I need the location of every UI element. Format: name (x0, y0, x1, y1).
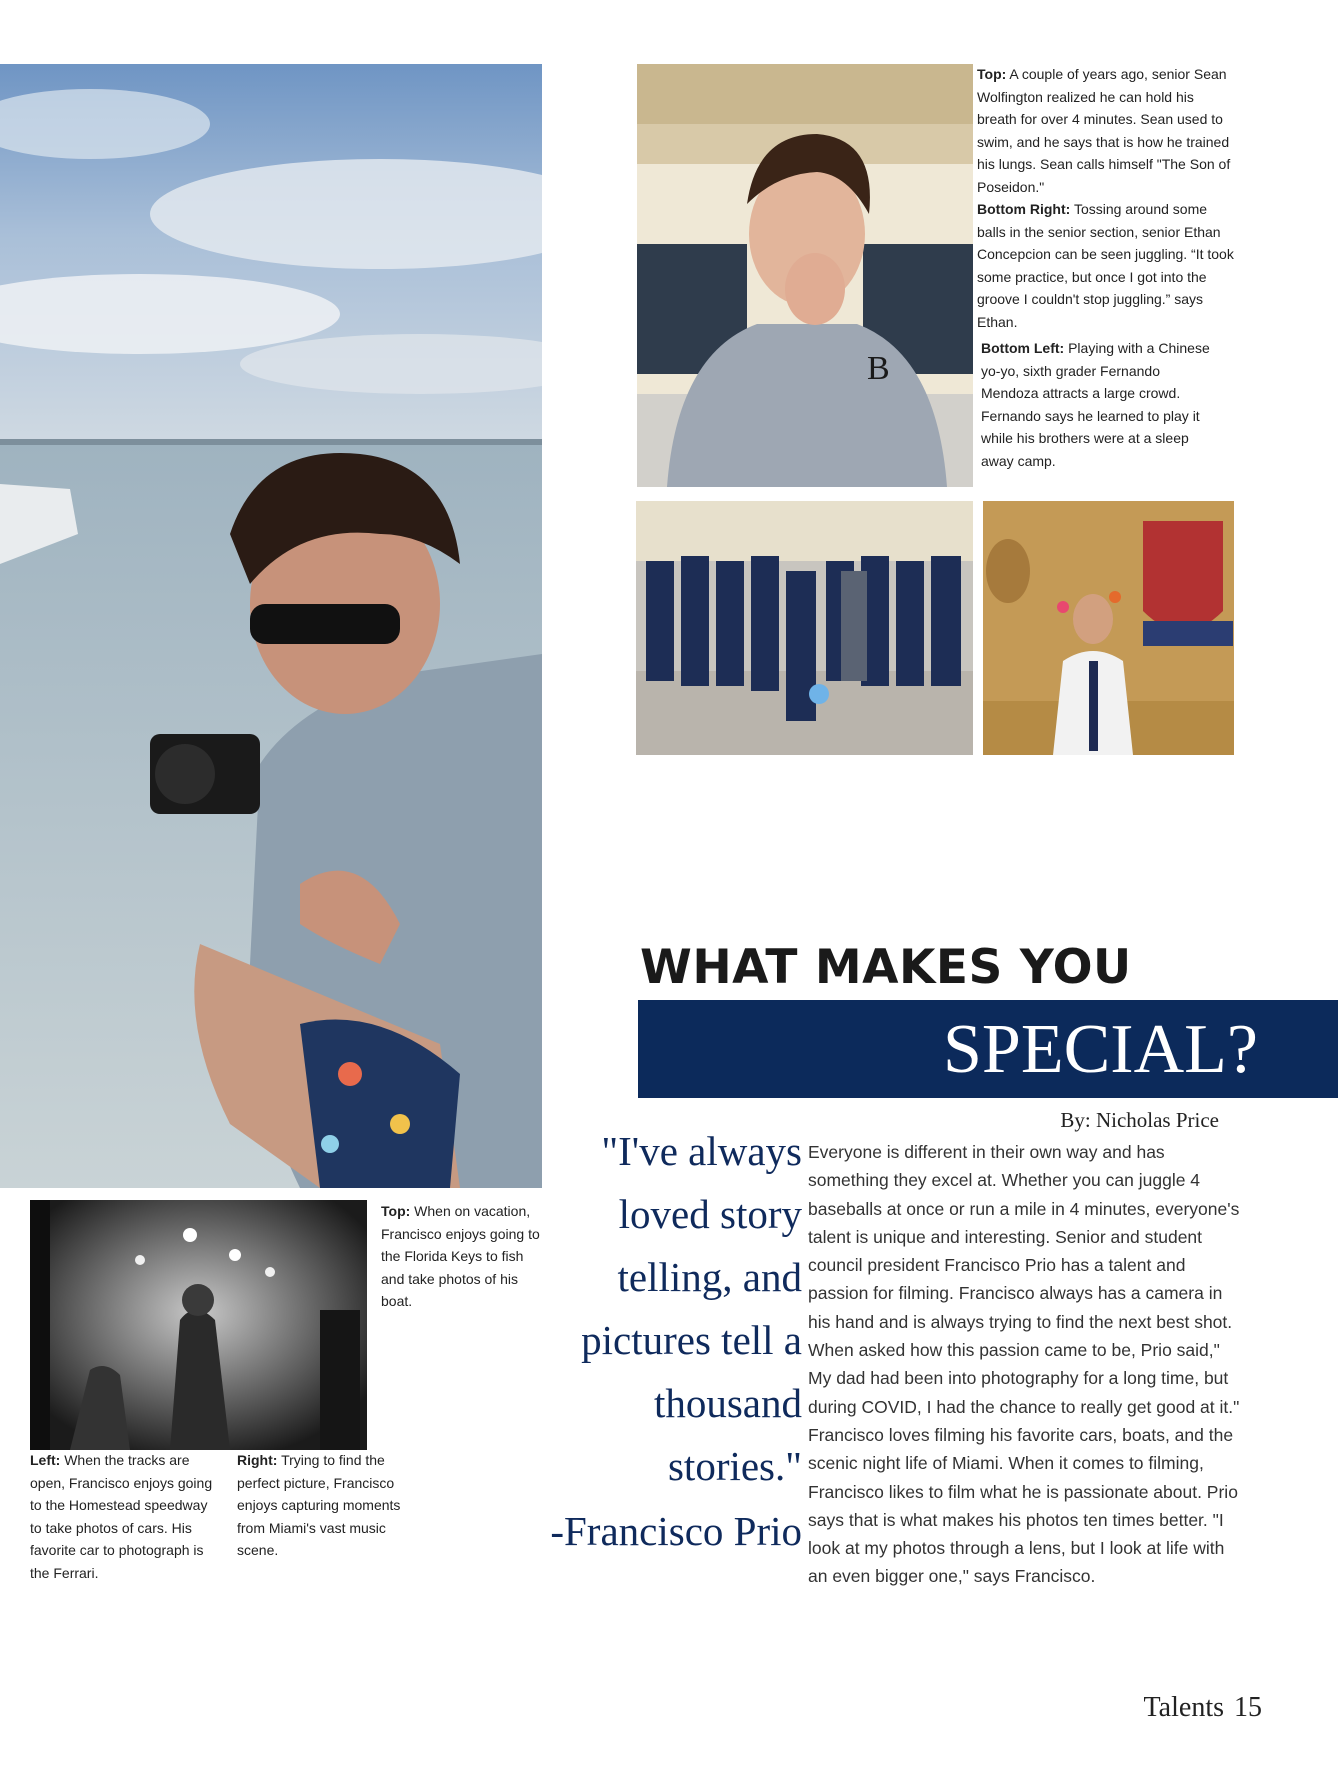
caption-vacation: Top: When on vacation, Francisco enjoys going to the Florida Keys to fish and take photos of his boat. (381, 1203, 540, 1309)
svg-text:B: B (867, 350, 890, 387)
pull-quote (540, 1120, 802, 1563)
pull-quote-text: "I've always loved story telling, and pictures tell a thousand stories." (581, 1128, 802, 1489)
pull-quote-attribution: -Francisco Prio (550, 1508, 802, 1554)
section-name: Talents (1143, 1692, 1224, 1723)
headline-banner (638, 1000, 1338, 1098)
caption-ethan: Bottom Right: Tossing around some balls in the senior section, senior Ethan Concepcion can be seen juggling. “It took some practice, but once I got into the groove I couldn't stop juggling.” says Ethan. (977, 201, 1234, 330)
page-footer (1144, 1692, 1262, 1724)
photo-ethan-juggling (983, 501, 1234, 755)
caption-sean: Top: A couple of years ago, senior Sean Wolfington realized he can hold his breath for over 4 minutes. Sean used to swim, and he says that is how he trained his lungs. Sean calls himself "The Son of Poseidon." (977, 66, 1231, 195)
caption-music: Right: Trying to find the perfect picture, Francisco enjoys capturing moments from Miami's vast music scene. (237, 1452, 401, 1558)
page-number: 15 (1234, 1692, 1262, 1723)
caption-speedway: Left: When the tracks are open, Francisco enjoys going to the Homestead speedway to take photos of cars. His favorite car to photograph is the Ferrari. (30, 1452, 213, 1581)
headline-line2: SPECIAL? (943, 1011, 1258, 1088)
headline-line1: WHAT MAKES YOU (640, 940, 1132, 995)
photo-music-scene (30, 1200, 367, 1450)
photo-francisco-camera (0, 64, 542, 1188)
caption-top-right (977, 63, 1237, 472)
article-body: Everyone is different in their own way and has something they excel at. Whether you can juggle 4 baseballs at once or run a mile in 4 minutes, everyone's talent is unique and interesting. Senior and student council president Francisco Prio has a talent and passion for filming. Francisco always has a camera in his hand and is always trying to find the next best shot. When asked how this passion came to be, Prio said," My dad had been into photography for a long time, but during COVID, I had the chance to really get good at it." Francisco loves filming his favorite cars, boats, and the scenic night life of Miami. When it comes to filming, Francisco likes to film what he is passionate about. Prio says that is what makes his photos ten times better. "I look at my photos through a lens, but I look at life with an even bigger one," says Francisco. (808, 1142, 1240, 1587)
byline: By: Nicholas Price (1060, 1108, 1219, 1132)
photo-fernando-yoyo (636, 501, 973, 755)
caption-fernando: Bottom Left: Playing with a Chinese yo-yo, sixth grader Fernando Mendoza attracts a large crowd. Fernando says he learned to play it while his brothers were at a sleep away camp. (981, 340, 1210, 469)
photo-sean-holding-breath (637, 64, 973, 487)
